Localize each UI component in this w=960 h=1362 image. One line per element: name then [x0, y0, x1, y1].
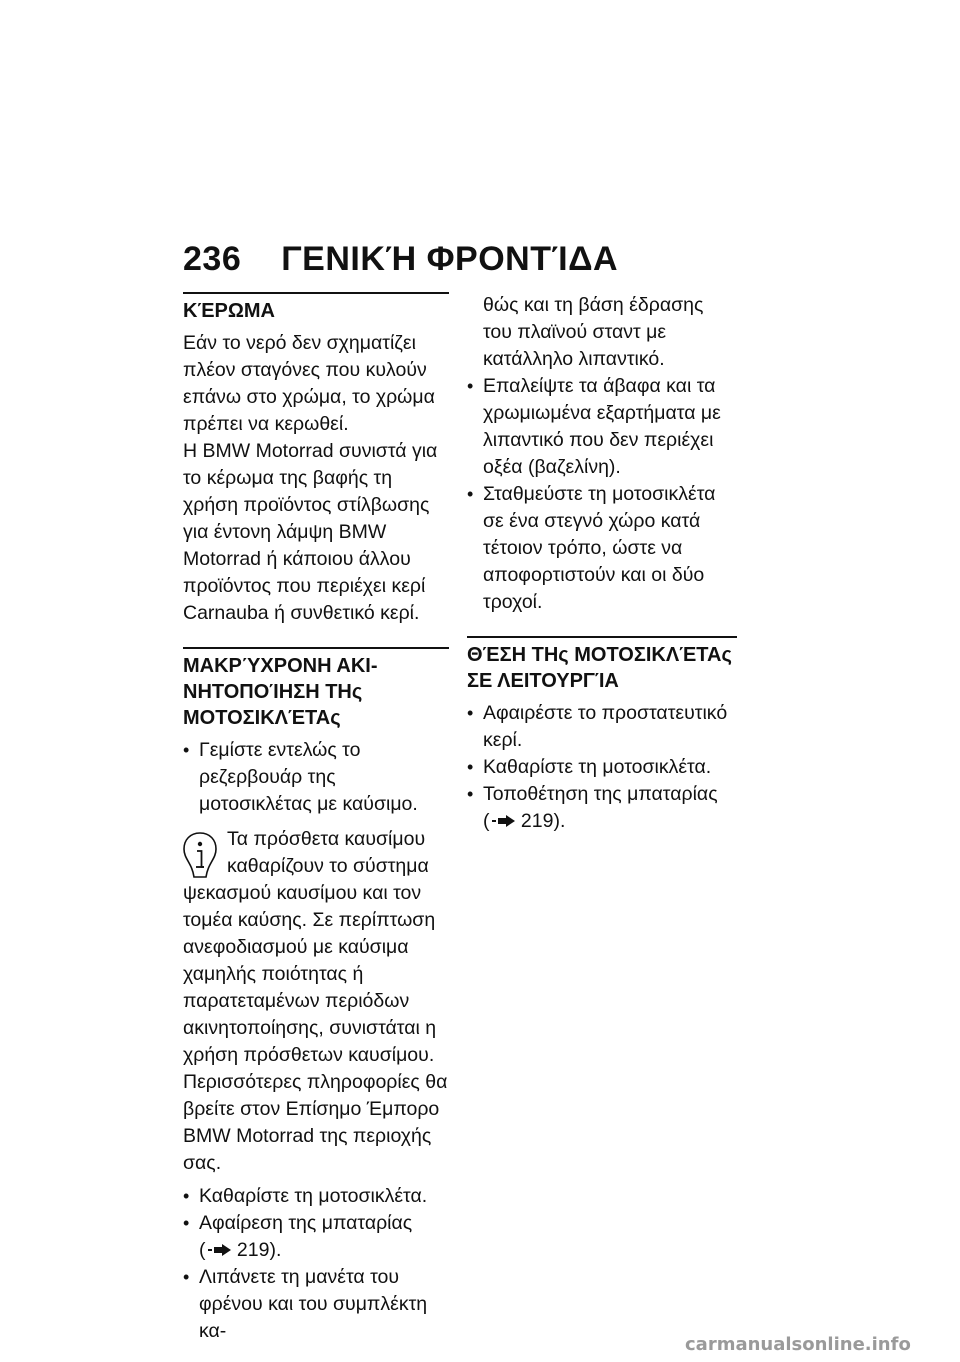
section-rule	[467, 636, 737, 638]
info-text: Τα πρόσθετα καυσίμου καθαρίζουν το σύστημα ψεκασμού καυσίμου και τον τομέα καύσης. Σε περίπτωση ανεφοδιασμού με καύσιμα χαμηλής ποιότητας ή παρατεταμένων περιόδων ακινητοποίησης, συνιστάται η χρήση πρόσθετων καυσίμου. Περισσότερες πληροφορίες θα βρείτε στον Επίσημο Έμπορο BMW Motorrad της περιοχής σας.	[183, 828, 448, 1174]
bullet-list	[183, 1183, 449, 1345]
watermark: carmanualsonline.info	[685, 1334, 911, 1355]
page-header	[183, 240, 618, 279]
page-number: 236	[183, 240, 242, 278]
list-item: • Καθαρίστε τη μοτοσικλέτα.	[467, 756, 712, 778]
section-title-storage: ΜΑΚΡΎΧΡΟΝΗ ΑΚΙ-ΝΗΤΟΠΟΊΗΣΗ ΤΗς ΜΟΤΟΣΙΚΛΈΤΑς	[183, 655, 378, 729]
section-rule	[183, 647, 449, 649]
paragraph: θώς και τη βάση έδρασης του πλαϊνού σταντ με κατάλληλο λιπαντικό.	[483, 294, 704, 370]
list-item: • Λιπάνετε τη μανέτα του φρένου και του συμπλέκτη κα-	[183, 1266, 428, 1342]
info-note	[183, 826, 449, 1177]
list-item: • Αφαίρεση της μπαταρίας ( 219).	[183, 1212, 413, 1261]
page-reference[interactable]: 219).	[520, 810, 566, 832]
page-title: ΓΕΝΙΚΉ ΦΡΟΝΤΊΔΑ	[281, 240, 619, 278]
paragraph: Εάν το νερό δεν σχηματίζει πλέον σταγόνες που κυλούν επάνω στο χρώμα, το χρώμα πρέπει να κερωθεί.	[183, 332, 435, 435]
section-rule	[183, 292, 449, 294]
bullet-list	[467, 373, 737, 616]
list-item: • Σταθμεύστε τη μοτοσικλέτα σε ένα στεγνό χώρο κατά τέτοιον τρόπο, ώστε να αποφορτιστούν και οι δύο τροχοί.	[467, 483, 716, 613]
info-icon	[181, 830, 219, 880]
page-reference-arrow-icon	[490, 814, 516, 828]
page-reference[interactable]: 219).	[236, 1239, 282, 1261]
list-item: • Γεμίστε εντελώς το ρεζερβουάρ της μοτοσικλέτας με καύσιμο.	[183, 739, 418, 815]
section-title-waxing: ΚΈΡΩΜΑ	[183, 300, 275, 322]
left-column	[183, 292, 449, 1345]
page-reference-arrow-icon	[206, 1243, 232, 1257]
list-item: • Τοποθέτηση της μπαταρίας ( 219).	[467, 783, 718, 832]
list-item: • Επαλείψτε τα άβαφα και τα χρωμιωμένα εξαρτήματα με λιπαντικό που δεν περιέχει οξέα (βαζελίνη).	[467, 375, 721, 478]
paragraph: Η BMW Motorrad συνιστά για το κέρωμα της βαφής τη χρήση προϊόντος στίλβωσης για έντονη λάμψη BMW Motorrad ή κάποιου άλλου προϊόντος που περιέχει κερί Carnauba ή συνθετικό κερί.	[183, 440, 438, 624]
list-item: • Καθαρίστε τη μοτοσικλέτα.	[183, 1185, 428, 1207]
list-item: • Αφαιρέστε το προστατευτικό κερί.	[467, 702, 728, 751]
bullet-list	[183, 737, 449, 818]
bullet-list	[467, 700, 737, 835]
section-title-recommissioning: ΘΈΣΗ ΤΗς ΜΟΤΟΣΙΚΛΈΤΑς ΣΕ ΛΕΙΤΟΥΡΓΊΑ	[467, 644, 732, 692]
right-column	[467, 292, 737, 835]
